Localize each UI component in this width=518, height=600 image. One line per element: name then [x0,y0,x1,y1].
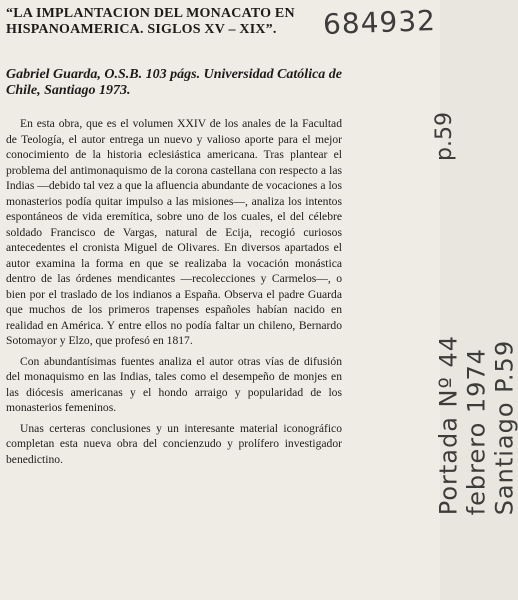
title-line-2: HISPANOAMERICA. SIGLOS XV – XIX”. [6,22,277,37]
handwritten-catalog-number: 684932 [322,4,437,41]
paragraph-2: Con abundantísimas fuentes analiza el autor otras vías de difusión del monaquismo en las Indias, tales como el desempeño de monjes en las diócesis americanas y el hondo arraigo y popularidad de los monasterios femeninos. [6,354,342,414]
book-citation: Gabriel Guarda, O.S.B. 103 págs. Universidad Católica de Chile, Santiago 1973. [6,67,343,98]
handwritten-source-line-2: febrero 1974 [462,348,490,516]
handwritten-page-note: p.59 [432,112,457,161]
handwritten-source-line-1: Portada Nº 44 [434,335,462,516]
article-title [6,6,342,38]
handwritten-source-note [434,335,518,515]
paragraph-1: En esta obra, que es el volumen XXIV de los anales de la Facultad de Teología, el autor entrega un nuevo y valioso aporte para el mejor conocimiento de la historia eclesiástica americana. Tras plantear el problema del antimonaquismo de la corona castellana con respecto a las Indias —debido tal vez a que la afluencia abundante de vocaciones a los monasterios podía quitar impulso a las misiones—, analiza los intentos espontáneos de vida eremítica, sobre uno de los cuales, el del célebre soldado Francisco de Vargas, natural de Ecija, recogió curiosos antecedentes el cronista Miguel de Olivares. En diversos apartados el autor examina la forma en que se realizaba la vocación monástica dentro de las órdenes mendicantes —recolecciones y Carmelos—, o bien por el traslado de los indianos a España. Observa el padre Guarda que muchos de los primeros trapenses españoles habían nacido en realidad en América. Y entre ellos no podía faltar un chileno, Bernardo Sotomayor y Elzo, que profesó en 1817. [6,117,342,347]
handwritten-source-line-3: Santiago P.59 [490,339,518,516]
review-body [6,116,342,467]
paragraph-3: Unas certeras conclusiones y un interesante material iconográfico completan esta nueva obra del concienzudo y prolífero investigador benedictino. [6,421,342,466]
title-line-1: “LA IMPLANTACION DEL MONACATO EN [6,6,295,21]
